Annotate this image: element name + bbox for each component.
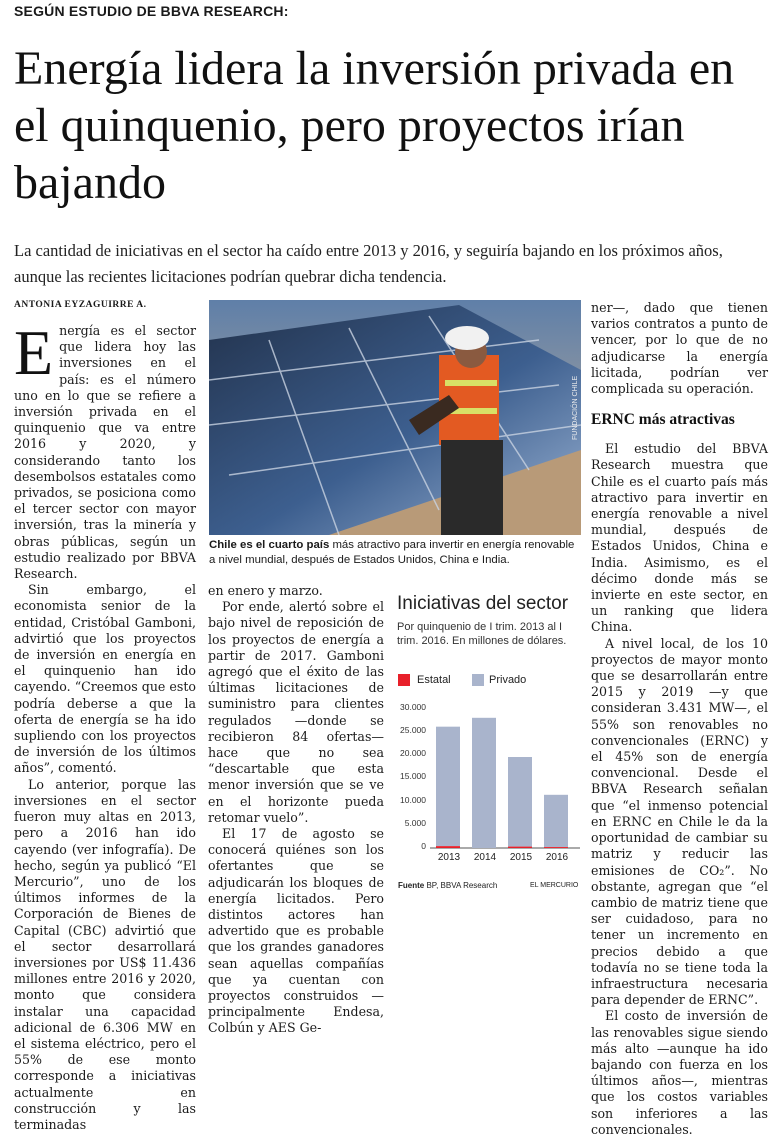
paragraph: El estudio del BBVA Research muestra que Chile es el cuarto país más atractivo para invertir en energía renovable a nivel mundial, después de Estados Unidos, China e India. Asimismo, es el décimo donde más se invierte en este sector, en un ranking que lidera China. <box>591 441 768 635</box>
column-1 <box>14 317 196 1133</box>
dropcap: E <box>14 317 54 388</box>
y-tick-label: 10.000 <box>400 795 426 805</box>
paragraph: Por ende, alertó sobre el bajo nivel de reposición de los proyectos de energía a partir de 2017. Gamboni agregó que el éxito de las últimas licitaciones de suministro para clientes regulados —donde se recibieron 84 ofertas— hace que no sea “descartable que esta menor inversión que se ve en el horizonte pueda retomar vuelo”. <box>208 599 384 825</box>
paragraph: El costo de inversión de las renovables sigue siendo más alto —aunque ha ido bajando con fuerza en los últimos años—, mientras que los costos variables son inferiores a las convencionales. <box>591 1008 768 1137</box>
paragraph: nergía es el sector que lidera hoy las inversiones en el país: es el número uno en lo que se refiere a inversión privada en el quinquenio que va entre 2016 y 2020, y considerando tanto los desembolsos estatales como privados, se posiciona como el tercer sector con mayor inversión, tras la minería y obras públicas, según un estudio realizado por BBVA Research. <box>14 323 196 582</box>
bar-estatal-2013 <box>436 846 460 848</box>
bar-privado-2014 <box>472 718 496 848</box>
y-tick-label: 25.000 <box>400 725 426 735</box>
paragraph: A nivel local, de los 10 proyectos de mayor monto que se desarrollarán entre 2015 y 2019 —y que consideran 3.431 MW—, el 55% son renovables no convencionales (ERNC) y el 45% son de energía convencional. Desde el BBVA Research señalan que “el inmenso potencial en ERNC en Chile le da la oportunidad de cambiar su matriz y reducir las emisiones de CO₂”. No obstante, agregan que “el cambio de matriz tiene que ser cuidadoso, para no tener un incremento en precios debido a que todavía no se tiene toda la infraestructura necesaria para depender de ERNC”. <box>591 635 768 1008</box>
x-tick-label: 2014 <box>473 852 497 863</box>
bar-privado-2016 <box>544 795 568 847</box>
legend-swatch-privado <box>472 674 484 686</box>
column-2 <box>208 583 384 1037</box>
chart-subtitle: Por quinquenio de I trim. 2013 al I trim. 2016. En millones de dólares. <box>397 621 567 647</box>
legend-swatch-estatal <box>398 674 410 686</box>
legend-label-estatal: Estatal <box>417 674 451 686</box>
bar-privado-2015 <box>508 757 532 847</box>
bar-estatal-2015 <box>508 847 532 848</box>
caption-text: más atractivo para invertir en energía renovable a nivel mundial, después de Estados Unidos, China e India. <box>209 539 575 566</box>
byline: ANTONIA EYZAGUIRRE A. <box>14 300 147 310</box>
paragraph: en enero y marzo. <box>208 583 323 598</box>
publisher-brand: EL MERCURIO <box>530 882 579 889</box>
y-tick-label: 20.000 <box>400 748 426 758</box>
bar-chart <box>430 690 580 850</box>
bar-estatal-2016 <box>544 847 568 848</box>
column-3 <box>591 300 768 1138</box>
deck: La cantidad de iniciativas en el sector ha caído entre 2013 y 2016, y seguiría bajando en los próximos años, aunque las recientes licitaciones podrían quebrar dicha tendencia. <box>14 241 723 286</box>
paragraph: ner—, dado que tienen varios contratos a punto de vencer, por lo que de no adjudicarse la energía licitada, podrían ver complicada su operación. <box>591 300 768 397</box>
x-tick-label: 2015 <box>509 852 533 863</box>
photo-illustration <box>209 300 581 535</box>
bar-privado-2013 <box>436 727 460 846</box>
caption-lead: Chile es el cuarto país <box>209 539 330 551</box>
headline: Energía lidera la inversión privada en el quinquenio, pero proyectos irían bajando <box>14 42 735 209</box>
kicker: SEGÚN ESTUDIO DE BBVA RESEARCH: <box>14 3 289 19</box>
x-tick-label: 2016 <box>545 852 569 863</box>
paragraph: El 17 de agosto se conocerá quiénes son los ofertantes que se adjudicarán los bloques de energía licitados. Pero distintos actores han advertido que es probable que los grandes ganadores sean aquellas compañías que ya cuentan con proyectos construidos —principalmente Endesa, Colbún y AES Ge- <box>208 826 384 1036</box>
photo-caption <box>209 538 583 568</box>
y-tick-label: 0 <box>421 841 426 851</box>
paragraph: Sin embargo, el economista senior de la entidad, Cristóbal Gamboni, advirtió que los proyectos de inversión en energía en el quinquenio han ido cayendo. “Creemos que esto podría deberse a que la oferta de energía se ha ido supliendo con los proyectos de inversión de los últimos años”, comentó. <box>14 582 196 776</box>
chart-title: Iniciativas del sector <box>397 593 569 614</box>
photo-credit: FUNDACIÓN CHILE <box>572 375 579 440</box>
solar-panel-photo <box>209 300 581 535</box>
y-tick-label: 5.000 <box>404 818 426 828</box>
x-tick-label: 2013 <box>437 852 461 863</box>
source-text: BP, BBVA Research <box>424 881 498 890</box>
paragraph: Lo anterior, porque las inversiones en el sector fueron muy altas en 2013, pero a 2016 han ido cayendo (ver infografía). De hecho, según ya publicó “El Mercurio”, uno de los últimos informes de la Corporación de Bienes de Capital (CBC) advirtió que el sector desarrollará inversiones por US$ 11.436 millones entre 2016 y 2020, monto que considera instalar una capacidad adicional de 6.306 MW en el sistema eléctrico, pero el 55% de ese monto corresponde a iniciativas actualmente en construcción y las terminadas <box>14 776 196 1132</box>
section-subhead: ERNC más atractivas <box>591 411 735 429</box>
source-label: Fuente <box>398 881 425 890</box>
chart-source <box>398 881 497 890</box>
legend-label-privado: Privado <box>489 674 527 686</box>
y-tick-label: 30.000 <box>400 702 426 712</box>
y-tick-label: 15.000 <box>400 771 426 781</box>
